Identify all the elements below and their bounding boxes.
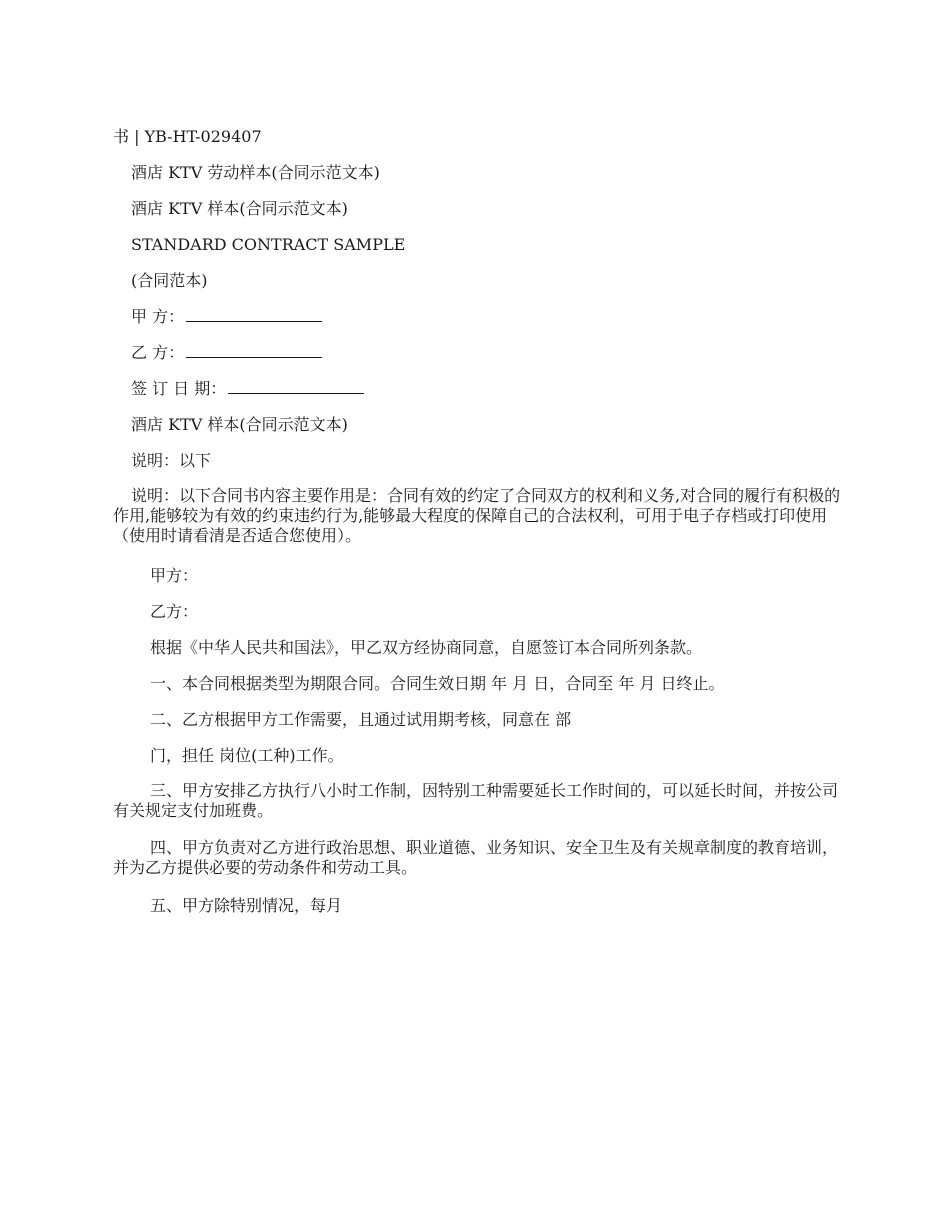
party-b-label: 乙 方： [131,343,185,362]
clause-1: 一、本合同根据类型为期限合同。合同生效日期 年 月 日，合同至 年 月 日终止。 [150,674,725,693]
party-b-text: 乙方： [150,602,199,621]
party-a-label: 甲 方： [131,307,185,326]
party-a-text: 甲方： [150,566,199,585]
party-a-line [131,307,861,327]
sign-date-line [131,379,861,399]
sign-date-label: 签 订 日 期： [131,379,227,398]
party-b-line [131,343,861,363]
note-short: 说明：以下 [131,451,212,470]
note-paragraph: 说明：以下合同书内容主要作用是：合同有效的约定了合同双方的权利和义务,对合同的履行有积极的作用,能够较为有效的约束违约行为,能够最大程度的保障自己的合法权利，可用于电子存档或打印使用（使用时请看清是否适合您使用）。 [113,486,841,545]
party-b-blank [186,343,322,358]
cover-title-3: 酒店 KTV 样本(合同示范文本) [131,415,348,434]
cover-english-title: STANDARD CONTRACT SAMPLE [131,235,406,254]
clause-3: 三、甲方安排乙方执行八小时工作制，因特别工种需要延长工作时间的，可以延长时间，并按公司有关规定支付加班费。 [113,781,839,820]
basis-paragraph: 根据《中华人民共和国法》，甲乙双方经协商同意，自愿签订本合同所列条款。 [150,638,703,657]
sign-date-blank [228,379,364,394]
party-a-blank [186,307,322,322]
document-id: 书 | YB-HT-029407 [113,127,262,146]
cover-title-2: 酒店 KTV 样本(合同示范文本) [131,199,348,218]
clause-2-line-1: 二、乙方根据甲方工作需要，且通过试用期考核，同意在 部 [150,710,572,729]
clause-4: 四、甲方负责对乙方进行政治思想、职业道德、业务知识、安全卫生及有关规章制度的教育培训，并为乙方提供必要的劳动条件和劳动工具。 [113,838,839,877]
clause-5: 五、甲方除特别情况，每月 [150,896,343,915]
cover-subtitle: (合同范本) [131,271,208,290]
cover-title-1: 酒店 KTV 劳动样本(合同示范文本) [131,163,380,182]
clause-2-line-2: 门，担任 岗位(工种)工作。 [150,746,344,765]
